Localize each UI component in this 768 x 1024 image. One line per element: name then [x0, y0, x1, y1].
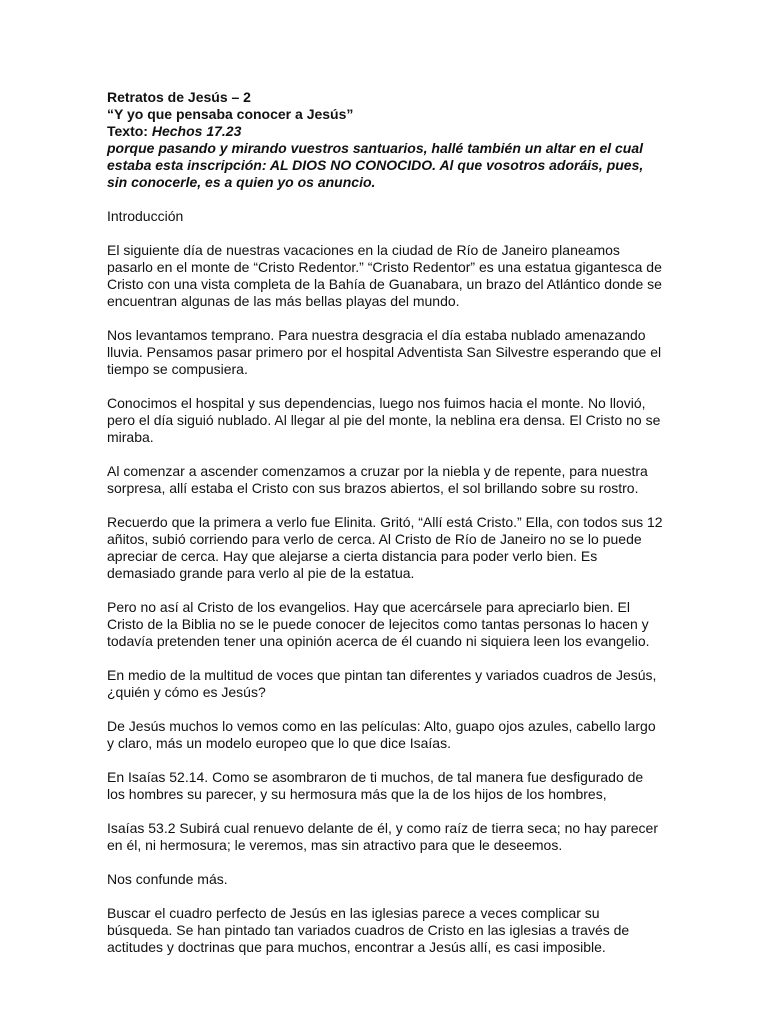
texto-label: Texto: [107, 123, 148, 139]
section-title: Introducción [107, 208, 184, 224]
paragraph: En medio de la multitud de voces que pintan tan diferentes y variados cuadros de Jesús, ¿quién y cómo es Jesús? [107, 667, 657, 700]
document-title: Retratos de Jesús – 2 [107, 89, 251, 105]
document-header [107, 89, 663, 191]
document-page [107, 89, 663, 956]
body-text [107, 242, 663, 956]
paragraph: Nos levantamos temprano. Para nuestra desgracia el día estaba nublado amenazando lluvia. Pensamos pasar primero por el hospital Adventista San Silvestre esperando que el tiempo se compusiera. [107, 327, 662, 377]
paragraph: El siguiente día de nuestras vacaciones en la ciudad de Río de Janeiro planeamos pasarlo en el monte de “Cristo Redentor.” “Cristo Redentor” es una estatua gigantesca de Cristo con una vista completa de la Bahía de Guanabara, un brazo del Atlántico donde se encuentran algunas de las más bellas playas del mundo. [107, 242, 662, 309]
scripture-reference: Hechos 17.23 [151, 123, 242, 139]
paragraph: En Isaías 52.14. Como se asombraron de ti muchos, de tal manera fue desfigurado de los hombres su parecer, y su hermosura más que la de los hijos de los hombres, [107, 769, 644, 802]
paragraph: Isaías 53.2 Subirá cual renuevo delante de él, y como raíz de tierra seca; no hay parecer en él, ni hermosura; le veremos, mas sin atractivo para que le deseemos. [107, 820, 658, 853]
paragraph: Recuerdo que la primera a verlo fue Elinita. Gritó, “Allí está Cristo.” Ella, con todos sus 12 añitos, subió corriendo para verlo de cerca. Al Cristo de Río de Janeiro no se lo puede apreciar de cerca. Hay que alejarse a cierta distancia para poder verlo bien. Es demasiado grande para verlo al pie de la estatua. [107, 514, 663, 581]
scripture-reference-line [107, 123, 663, 140]
paragraph: Conocimos el hospital y sus dependencias, luego nos fuimos hacia el monte. No llovió, pero el día siguió nublado. Al llegar al pie del monte, la neblina era densa. El Cristo no se miraba. [107, 395, 661, 445]
paragraph: Al comenzar a ascender comenzamos a cruzar por la niebla y de repente, para nuestra sorpresa, allí estaba el Cristo con sus brazos abiertos, el sol brillando sobre su rostro. [107, 463, 648, 496]
paragraph: De Jesús muchos lo vemos como en las películas: Alto, guapo ojos azules, cabello largo y claro, más un modelo europeo que lo que dice Isaías. [107, 718, 656, 751]
paragraph: Buscar el cuadro perfecto de Jesús en las iglesias parece a veces complicar su búsqueda. Se han pintado tan variados cuadros de Cristo en las iglesias a través de actitudes y doctrinas que para muchos, encontrar a Jesús allí, es casi imposible. [107, 905, 630, 955]
document-subtitle: “Y yo que pensaba conocer a Jesús” [107, 106, 354, 122]
paragraph: Pero no así al Cristo de los evangelios. Hay que acercársele para apreciarlo bien. El Cristo de la Biblia no se le puede conocer de lejecitos como tantas personas lo hacen y todavía pretenden tener una opinión acerca de él cuando ni siquiera leen los evangelio. [107, 599, 650, 649]
scripture-verse: porque pasando y mirando vuestros santuarios, hallé también un altar en el cual estaba esta inscripción: AL DIOS NO CONOCIDO. Al que vosotros adoráis, pues, sin conocerle, es a quien yo os anuncio. [107, 140, 644, 190]
paragraph: Nos confunde más. [107, 871, 228, 887]
